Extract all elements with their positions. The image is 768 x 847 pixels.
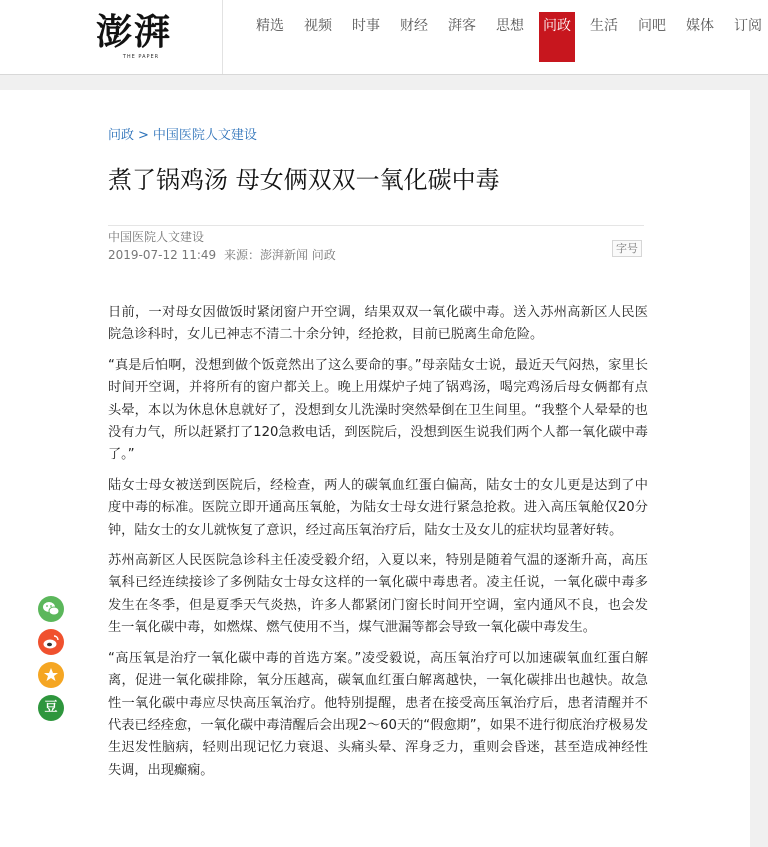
meta-divider	[108, 225, 644, 226]
breadcrumb	[108, 124, 257, 143]
breadcrumb-section-link[interactable]: 问政	[108, 128, 135, 143]
nav-label: 生活	[590, 18, 618, 34]
nav-label: 财经	[400, 18, 428, 34]
nav-label: 媒体	[686, 18, 714, 34]
article-paragraph: “高压氧是治疗一氧化碳中毒的首选方案。”凌受毅说，高压氧治疗可以加速碳氧血红蛋白解离，促进一氧化碳排除，氧分压越高，碳氧血红蛋白解离越快，一氧化碳排出也越快。故急性一氧化碳中毒应尽快高压氧治疗。他特别提醒，患者在接受高压氧治疗后，患者清醒并不代表已经痊愈，一氧化碳中毒清醒后会出现2～60天的“假愈期”，如果不进行彻底治疗极易发生迟发性脑病，轻则出现记忆力衰退、头痛头晕、浑身乏力，重则会昏迷，甚至造成神经性失调，出现癫痫。	[108, 650, 648, 778]
article-date: 2019-07-12 11:49	[108, 248, 217, 262]
nav-item-meiti[interactable]	[683, 12, 717, 62]
article-body	[108, 302, 648, 790]
logo-subtitle: THE PAPER	[122, 54, 160, 60]
nav-label: 问政	[543, 18, 571, 34]
article-paragraph: 苏州高新区人民医院急诊科主任凌受毅介绍，入夏以来，特别是随着气温的逐渐升高，高压氧科已经连续接诊了多例陆女士母女这样的一氧化碳中毒患者。凌主任说，一氧化碳中毒多发生在冬季，但是夏季天气炎热，许多人都紧闭门窗长时间开空调，室内通风不良，也会发生一氧化碳中毒，如燃煤、燃气使用不当，煤气泄漏等都会导致一氧化碳中毒发生。	[108, 553, 648, 636]
nav-item-paike[interactable]	[445, 12, 479, 62]
logo-text: 澎湃	[96, 11, 173, 53]
article-source: 来源：澎湃新闻 问政	[223, 248, 336, 262]
article-paragraph: 日前，一对母女因做饭时紧闭窗户开空调，结果双双一氧化碳中毒。送入苏州高新区人民医院急诊科时，女儿已神志不清二十余分钟，经抢救，目前已脱离生命危险。	[108, 305, 648, 343]
article-author[interactable]: 中国医院人文建设	[108, 230, 205, 244]
nav-item-dingyue[interactable]	[731, 12, 765, 62]
nav-item-caijing[interactable]	[397, 12, 431, 62]
nav-item-wenzheng[interactable]	[539, 12, 575, 62]
nav-item-shipin[interactable]	[301, 12, 335, 62]
nav-item-shenghuo[interactable]	[587, 12, 621, 62]
nav-label: 思想	[496, 18, 524, 34]
font-size-button[interactable]: 字号	[612, 240, 642, 257]
nav-item-jingxuan[interactable]	[253, 12, 287, 62]
wechat-icon[interactable]	[38, 596, 64, 622]
nav-label: 精选	[256, 18, 284, 34]
site-logo[interactable]	[96, 10, 192, 62]
douban-icon[interactable]	[38, 695, 64, 721]
nav-item-wenba[interactable]	[635, 12, 669, 62]
article-paragraph: 陆女士母女被送到医院后，经检查，两人的碳氧血红蛋白偏高，陆女士的女儿更是达到了中度中毒的标准。医院立即开通高压氧舱，为陆女士母女进行紧急抢救。进入高压氧舱仅20分钟，陆女士的女儿就恢复了意识，经过高压氧治疗后，陆女士及女儿的症状均显著好转。	[108, 477, 648, 538]
nav-label: 订阅	[734, 18, 762, 34]
breadcrumb-channel-link[interactable]: 中国医院人文建设	[152, 128, 257, 143]
nav-label: 时事	[352, 18, 380, 34]
site-header	[0, 0, 768, 75]
douban-glyph: 豆	[44, 700, 58, 715]
article-dateline	[108, 246, 340, 263]
nav-item-shishi[interactable]	[349, 12, 383, 62]
header-divider	[222, 0, 223, 74]
article-paragraph: “真是后怕啊，没想到做个饭竟然出了这么要命的事。”母亲陆女士说，最近天气闷热，家里长时间开空调，并将所有的窗户都关上。晚上用煤炉子炖了锅鸡汤，喝完鸡汤后母女俩都有点头晕，本以为休息休息就好了，没想到女儿洗澡时突然晕倒在卫生间里。“我整个人晕晕的也没有力气，所以赶紧打了120急救电话，到医院后，没想到医生说我们两个人都一氧化碳中毒了。”	[108, 357, 648, 463]
weibo-icon[interactable]	[38, 629, 64, 655]
qzone-icon[interactable]	[38, 662, 64, 688]
article-title: 煮了锅鸡汤 母女俩双双一氧化碳中毒	[108, 166, 500, 194]
breadcrumb-separator: >	[138, 128, 149, 143]
nav-item-sixiang[interactable]	[493, 12, 527, 62]
nav-label: 湃客	[448, 18, 476, 34]
nav-label: 视频	[304, 18, 332, 34]
nav-label: 问吧	[638, 18, 666, 34]
